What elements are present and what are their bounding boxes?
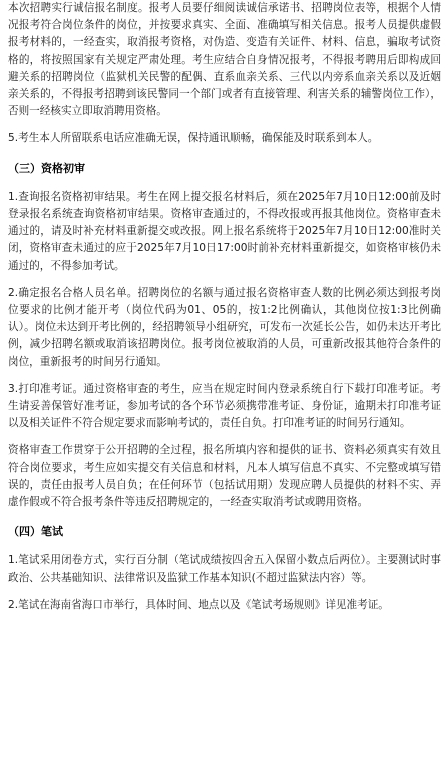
section-heading-qualification-review: （三）资格初审 <box>8 161 85 175</box>
paragraph-exam-format: 1.笔试采用闭卷方式，实行百分制（笔试成绩按四舍五入保留小数点后两位）。主要测试时事政治、公共基础知识、法律常识及监狱工作基本知识(不超过监狱法内容）等。 <box>8 554 441 584</box>
paragraph-integrity-registration: 本次招聘实行诚信报名制度。报考人员要仔细阅读诚信承诺书、招聘岗位表等，根据个人情况报考符合岗位条件的岗位，并按要求真实、全面、准确填写相关信息。报考人员提供虚假报考材料的，一经查实，取消报考资格，对伪造、变造有关证件、材料、信息，骗取考试资格的，将按照国家有关规定严肃处理。考生应结合自身情况报考，不得报考聘用后即构成回避关系的招聘岗位（监狱机关民警的配偶、直系血亲关系、三代以内旁系血亲关系以及近姻亲关系的，不得报考招聘到该民警同一个部门或者有直接管理、利害关系的辅警岗位工作），否则一经核实立即取消聘用资格。 <box>8 2 441 118</box>
paragraph-review-process: 资格审查工作贯穿于公开招聘的全过程，报名所填内容和提供的证书、资料必须真实有效且符合岗位要求，考生应如实提交有关信息和材料，凡本人填写信息不真实、不完整或填写错误的，责任由报考人员自负；在任何环节（包括试用期）发现应聘人员提供的材料不实、弄虚作假或不符合报考条件等违反招聘规定的，一经查实取消考试或聘用资格。 <box>8 444 441 509</box>
section-heading-written-exam: （四）笔试 <box>8 525 63 539</box>
paragraph-print-admission: 3.打印准考证。通过资格审查的考生，应当在规定时间内登录系统自行下载打印准考证。考生请妥善保管好准考证，参加考试的各个环节必须携带准考证、身份证，逾期未打印准考证以及相关证件不符合规定要求而影响考试的，责任自负。打印准考证的时间另行通知。 <box>8 382 441 430</box>
paragraph-qualified-list: 2.确定报名合格人员名单。招聘岗位的名额与通过报名资格审查人数的比例必须达到报考岗位要求的比例才能开考（岗位代码为01、05的，按1:2比例确认，其他岗位按1:3比例确认）。岗位未达到开考比例的，经招聘领导小组研究，可发布一次延长公告，如仍未达开考比例，减少招聘名额或取消该招聘岗位。报考岗位被取消的人员，可重新改报其他符合条件的岗位，重新报考的时间另行通知。 <box>8 286 441 368</box>
paragraph-exam-location: 2.笔试在海南省海口市举行，具体时间、地点以及《笔试考场规则》详见准考证。 <box>8 598 389 611</box>
paragraph-query-results: 1.查询报名资格初审结果。考生在网上提交报名材料后，须在2025年7月10日12:00前及时登录报名系统查询资格初审结果。资格审查通过的，不得改报或再报其他岗位。资格审查未通过的，请及时补充材料重新提交或改报。网上报名系统将于2025年7月10日12:00准时关闭，资格审查未通过的应于2025年7月10日17:00时前补充材料重新提交，如资格审核仍未通过的，不得参加考试。 <box>8 190 441 272</box>
paragraph-contact-phone: 5.考生本人所留联系电话应准确无误，保持通讯顺畅，确保能及时联系到本人。 <box>8 132 379 145</box>
